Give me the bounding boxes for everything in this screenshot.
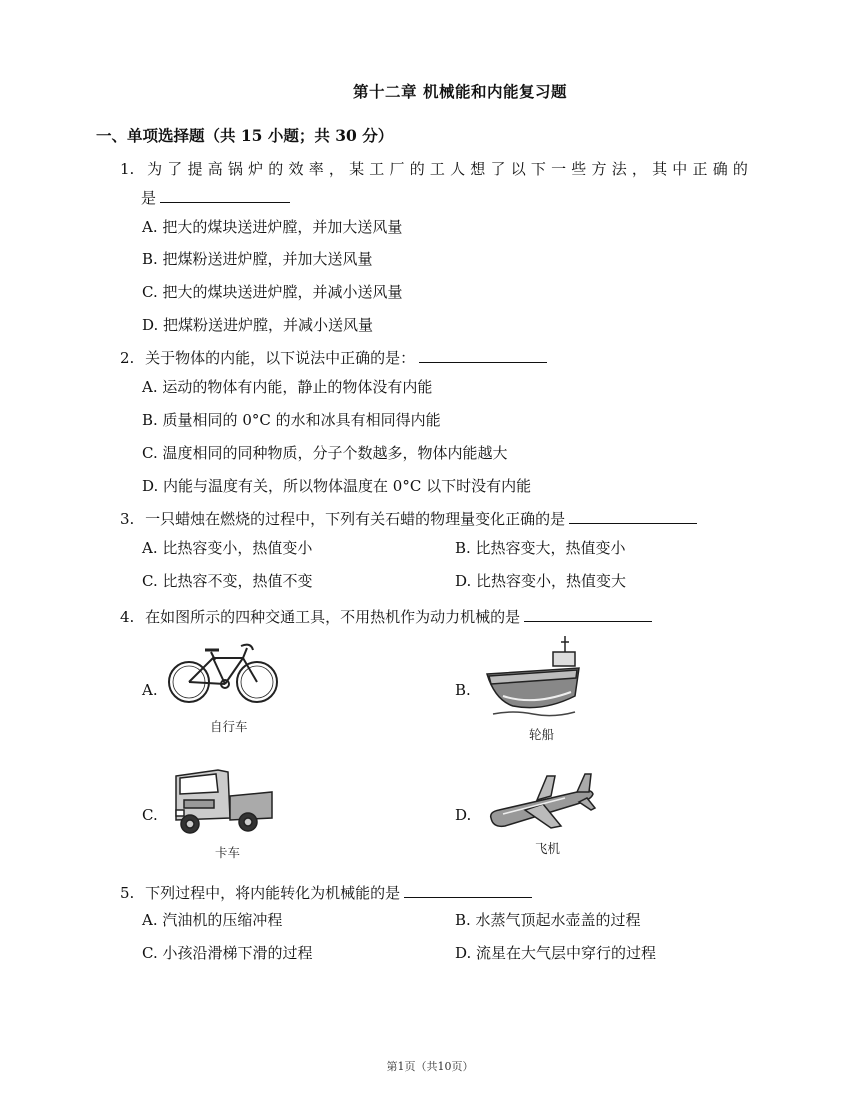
answer-blank[interactable] xyxy=(569,508,697,524)
question-1-line2 xyxy=(141,187,290,208)
bicycle-label: 自行车 xyxy=(210,719,248,734)
question-stem: 关于物体的内能，以下说法中正确的是： xyxy=(145,349,416,367)
section-heading: 一、单项选择题（共 15 小题；共 30 分） xyxy=(96,126,394,145)
option-c: C. 比热容不变，热值不变 xyxy=(142,572,313,590)
option-b: B. 水蒸气顶起水壶盖的过程 xyxy=(455,911,641,929)
ship-icon xyxy=(483,634,583,724)
question-1 xyxy=(120,158,753,179)
question-stem: 为了提高锅炉的效率，某工厂的工人想了以下一些方法，其中正确的 xyxy=(147,160,754,178)
question-5 xyxy=(120,882,532,903)
option-a: A. 把大的煤块送进炉膛，并加大送风量 xyxy=(142,218,403,236)
question-2 xyxy=(120,347,547,368)
question-number: 3. xyxy=(120,510,135,528)
ship-label: 轮船 xyxy=(529,727,555,742)
question-stem: 在如图所示的四种交通工具，不用热机作为动力机械的是 xyxy=(145,608,521,626)
bicycle-icon xyxy=(165,636,283,708)
option-c: C. 温度相同的同种物质，分子个数越多，物体内能越大 xyxy=(142,444,508,462)
answer-blank[interactable] xyxy=(419,347,547,363)
option-b: B. 把煤粉送进炉膛，并加大送风量 xyxy=(142,250,373,268)
option-c: C. 把大的煤块送进炉膛，并减小送风量 xyxy=(142,283,403,301)
answer-blank[interactable] xyxy=(524,606,652,622)
airplane-label: 飞机 xyxy=(535,841,561,856)
option-a: A. 汽油机的压缩冲程 xyxy=(142,911,283,929)
option-d: D. 把煤粉送进炉膛，并减小送风量 xyxy=(142,316,374,334)
question-number: 2. xyxy=(120,349,135,367)
option-b: B. 比热容变大，热值变小 xyxy=(455,539,626,557)
option-d: D. xyxy=(455,806,472,824)
option-c: C. xyxy=(142,806,158,824)
answer-blank[interactable] xyxy=(404,882,532,898)
option-d: D. 内能与温度有关，所以物体温度在 0°C 以下时没有内能 xyxy=(142,477,532,495)
truck-icon xyxy=(170,762,275,840)
option-a: A. 运动的物体有内能，静止的物体没有内能 xyxy=(142,378,433,396)
option-a: A. xyxy=(142,681,158,699)
question-stem: 下列过程中，将内能转化为机械能的是 xyxy=(145,884,401,902)
truck-label: 卡车 xyxy=(215,845,241,860)
question-3 xyxy=(120,508,697,529)
airplane-icon xyxy=(485,766,597,834)
option-b: B. xyxy=(455,681,471,699)
question-stem: 一只蜡烛在燃烧的过程中，下列有关石蜡的物理量变化正确的是 xyxy=(145,510,566,528)
question-number: 4. xyxy=(120,608,135,626)
option-c: C. 小孩沿滑梯下滑的过程 xyxy=(142,944,313,962)
question-number: 1. xyxy=(120,160,135,178)
question-number: 5. xyxy=(120,884,135,902)
question-stem-continued: 是 xyxy=(141,189,157,207)
option-b: B. 质量相同的 0°C 的水和冰具有相同得内能 xyxy=(142,411,441,429)
page-footer: 第1页（共10页） xyxy=(386,1060,474,1073)
page-title: 第十二章 机械能和内能复习题 xyxy=(353,82,567,101)
option-a: A. 比热容变小，热值变小 xyxy=(142,539,313,557)
question-4 xyxy=(120,606,652,627)
option-d: D. 比热容变小，热值变大 xyxy=(455,572,627,590)
answer-blank[interactable] xyxy=(160,187,290,203)
option-d: D. 流星在大气层中穿行的过程 xyxy=(455,944,657,962)
